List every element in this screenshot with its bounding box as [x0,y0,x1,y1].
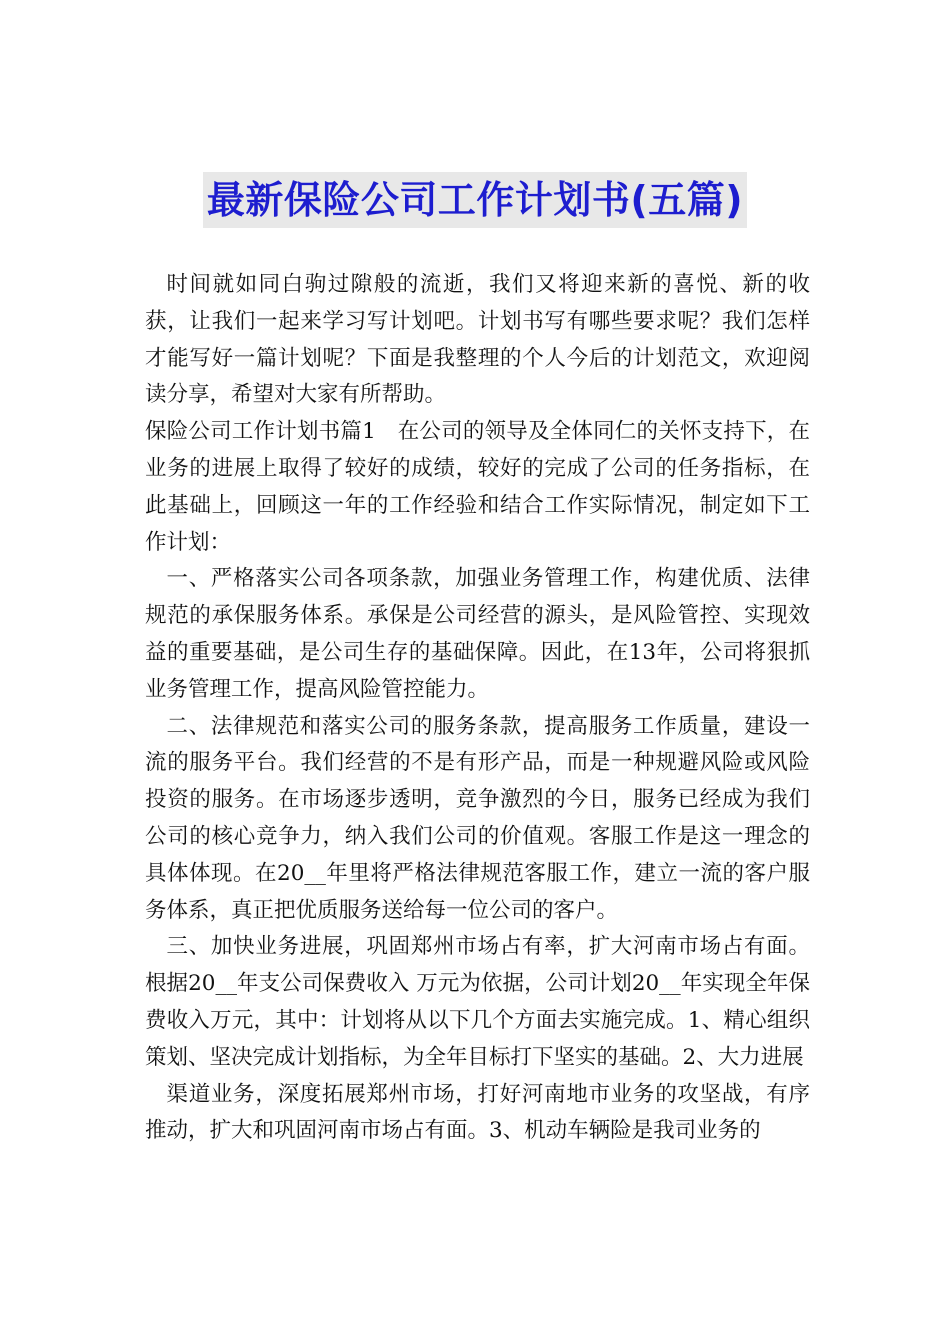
title-container [0,172,950,228]
paragraph-section-3-continued: 渠道业务，深度拓展郑州市场，打好河南地市业务的攻坚战，有序推动，扩大和巩固河南市场占有面。3、机动车辆险是我司业务的 [145,1081,810,1144]
document-title: 最新保险公司工作计划书(五篇) [203,172,747,228]
paragraph-section-2: 二、法律规范和落实公司的服务条款，提高服务工作质量，建设一流的服务平台。我们经营的不是有形产品，而是一种规避风险或风险投资的服务。在市场逐步透明，竞争激烈的今日，服务已经成为我们公司的核心竞争力，纳入我们公司的价值观。客服工作是这一理念的具体体现。在20__年里将严格法律规范客服工作，建立一流的客户服务体系，真正把优质服务送给每一位公司的客户。 [145,713,810,923]
paragraph-plan-1-heading: 保险公司工作计划书篇1 在公司的领导及全体同仁的关怀支持下，在业务的进展上取得了较好的成绩，较好的完成了公司的任务指标，在此基础上，回顾这一年的工作经验和结合工作实际情况，制定如下工作计划： [145,419,810,555]
paragraph-intro: 时间就如同白驹过隙般的流逝，我们又将迎来新的喜悦、新的收获，让我们一起来学习写计划吧。计划书写有哪些要求呢？我们怎样才能写好一篇计划呢？下面是我整理的个人今后的计划范文，欢迎阅读分享，希望对大家有所帮助。 [145,272,810,408]
paragraph-section-1: 一、严格落实公司各项条款，加强业务管理工作，构建优质、法律规范的承保服务体系。承保是公司经营的源头，是风险管控、实现效益的重要基础，是公司生存的基础保障。因此，在13年，公司将狠抓业务管理工作，提高风险管控能力。 [145,566,810,702]
document-body [145,267,810,1150]
paragraph-section-3: 三、加快业务进展，巩固郑州市场占有率，扩大河南市场占有面。根据20__年支公司保费收入 万元为依据，公司计划20__年实现全年保费收入万元，其中：计划将从以下几个方面去实施完成。1、精心组织策划、坚决完成计划指标，为全年目标打下坚实的基础。2、大力进展 [145,934,810,1070]
